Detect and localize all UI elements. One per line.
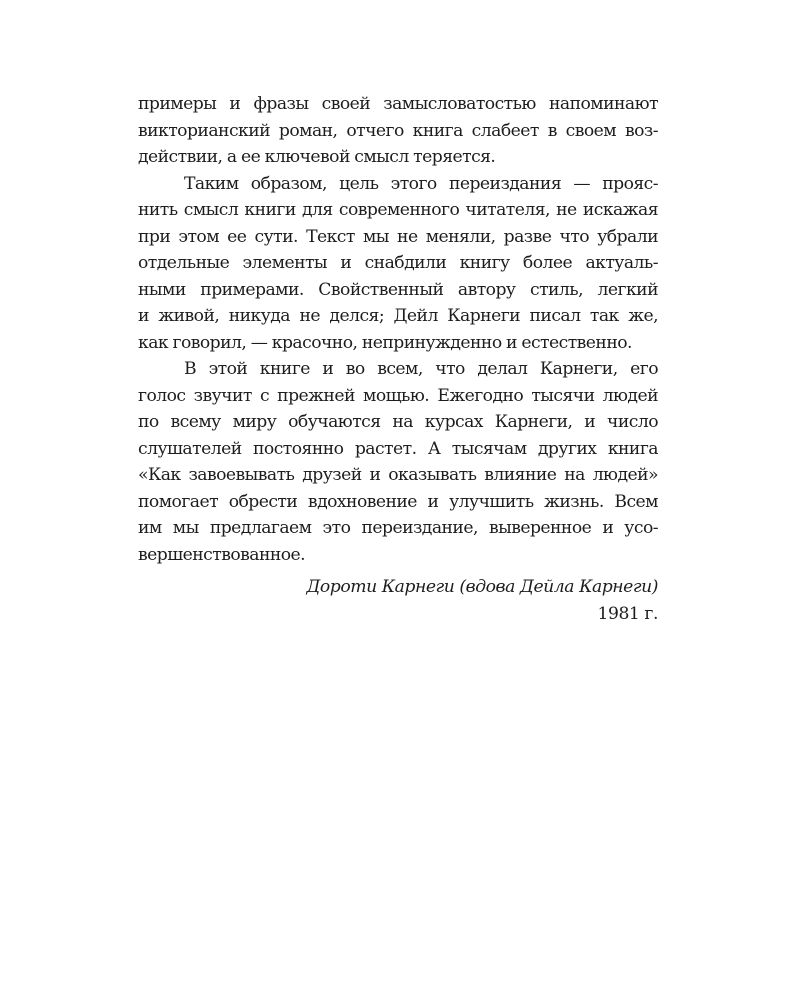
text-line: слушателей постоянно растет. А тысячам других книга: [138, 438, 658, 459]
paragraph-1: [138, 91, 658, 171]
text-line: по всему миру обучаются на курсах Карнеги, и число: [138, 412, 658, 432]
text-line: голос звучит с прежней мощью. Ежегодно тысячи людей: [138, 385, 658, 406]
page-text: [138, 91, 658, 627]
text-line: и живой, никуда не делся; Дейл Карнеги писал так же,: [138, 306, 658, 326]
text-line: ными примерами. Свойственный автору стиль, легкий: [138, 279, 658, 300]
text-line: Таким образом, цель этого переиздания — прояс-: [184, 173, 658, 194]
text-line: нить смысл книги для современного читателя, не искажая: [138, 200, 658, 220]
paragraph-2: [138, 171, 658, 357]
text-line: при этом ее сути. Текст мы не меняли, разве что убрали: [138, 226, 658, 247]
text-line: им мы предлагаем это переиздание, выверенное и усо-: [138, 518, 658, 538]
text-line: как говорил, — красочно, непринужденно и естественно.: [138, 332, 632, 353]
text-line: викторианский роман, отчего книга слабеет в своем воз-: [138, 120, 658, 141]
signature-author: Дороти Карнеги (вдова Дейла Карнеги): [306, 577, 658, 597]
paragraph-3: [138, 356, 658, 568]
text-line: В этой книге и во всем, что делал Карнеги, его: [184, 359, 658, 379]
text-line: вершенствованное.: [138, 544, 306, 565]
signature-year: 1981 г.: [597, 603, 658, 624]
text-line: действии, а ее ключевой смысл теряется.: [138, 147, 496, 167]
text-line: отдельные элементы и снабдили книгу более актуаль-: [138, 253, 658, 273]
text-line: помогает обрести вдохновение и улучшить жизнь. Всем: [138, 491, 658, 512]
text-line: примеры и фразы своей замысловатостью напоминают: [138, 94, 658, 114]
text-line: «Как завоевывать друзей и оказывать влияние на людей»: [138, 465, 658, 485]
